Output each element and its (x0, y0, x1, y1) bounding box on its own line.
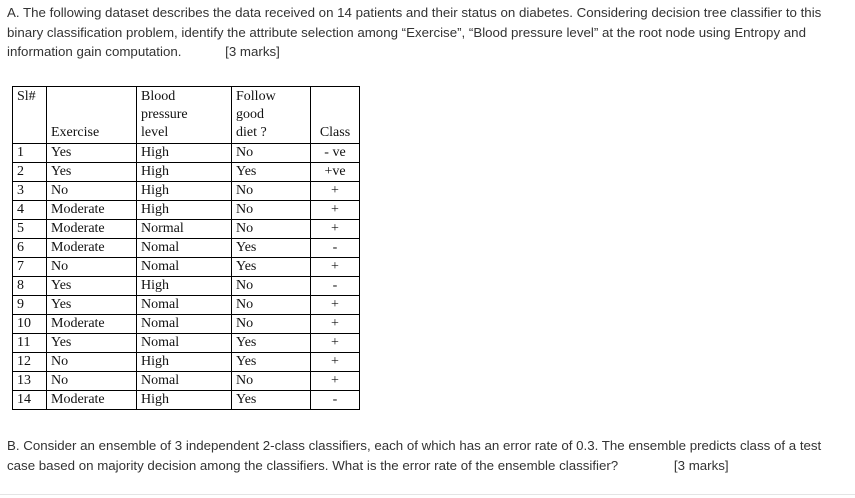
cell-good-diet: No (232, 372, 311, 391)
cell-good-diet: No (232, 277, 311, 296)
cell-class: + (311, 334, 360, 353)
cell-blood-pressure: Nomal (137, 372, 232, 391)
cell-class: + (311, 182, 360, 201)
cell-class: + (311, 220, 360, 239)
cell-class: + (311, 201, 360, 220)
cell-exercise: Yes (47, 144, 137, 163)
cell-sl: 10 (13, 315, 47, 334)
cell-class: +ve (311, 163, 360, 182)
cell-exercise: Yes (47, 296, 137, 315)
table-row (13, 315, 360, 334)
header-blood-pressure (137, 87, 232, 144)
cell-class: - ve (311, 144, 360, 163)
cell-sl: 4 (13, 201, 47, 220)
cell-blood-pressure: High (137, 353, 232, 372)
cell-good-diet: Yes (232, 258, 311, 277)
cell-sl: 14 (13, 391, 47, 410)
cell-exercise: No (47, 353, 137, 372)
cell-class: + (311, 372, 360, 391)
cell-good-diet: No (232, 201, 311, 220)
cell-class: - (311, 277, 360, 296)
bottom-divider (0, 494, 855, 495)
question-b (7, 436, 852, 475)
cell-exercise: Moderate (47, 391, 137, 410)
cell-sl: 2 (13, 163, 47, 182)
header-diet-line2: good (236, 107, 264, 122)
cell-class: - (311, 239, 360, 258)
header-bp-line3: level (141, 125, 169, 140)
cell-exercise: Moderate (47, 220, 137, 239)
cell-sl: 6 (13, 239, 47, 258)
cell-good-diet: Yes (232, 239, 311, 258)
header-sl: Sl# (13, 87, 47, 144)
table-row (13, 391, 360, 410)
cell-exercise: No (47, 258, 137, 277)
table-row (13, 182, 360, 201)
cell-blood-pressure: Nomal (137, 296, 232, 315)
table-row (13, 353, 360, 372)
cell-exercise: Moderate (47, 201, 137, 220)
header-diet-line3: diet ? (236, 125, 267, 140)
cell-class: + (311, 258, 360, 277)
cell-blood-pressure: High (137, 144, 232, 163)
header-bp-line2: pressure (141, 107, 188, 122)
cell-sl: 5 (13, 220, 47, 239)
cell-sl: 8 (13, 277, 47, 296)
question-a-marks: [3 marks] (225, 44, 280, 59)
cell-sl: 9 (13, 296, 47, 315)
cell-sl: 11 (13, 334, 47, 353)
cell-blood-pressure: High (137, 391, 232, 410)
cell-class: + (311, 296, 360, 315)
question-a (7, 3, 852, 62)
cell-exercise: Yes (47, 277, 137, 296)
table-row (13, 334, 360, 353)
cell-blood-pressure: High (137, 277, 232, 296)
table-row (13, 277, 360, 296)
table-row (13, 296, 360, 315)
cell-sl: 3 (13, 182, 47, 201)
table-row (13, 220, 360, 239)
dataset-table (12, 86, 360, 410)
cell-exercise: No (47, 182, 137, 201)
table-row (13, 163, 360, 182)
cell-blood-pressure: Nomal (137, 315, 232, 334)
cell-sl: 7 (13, 258, 47, 277)
cell-good-diet: No (232, 220, 311, 239)
cell-good-diet: No (232, 144, 311, 163)
table-row (13, 201, 360, 220)
table-row (13, 144, 360, 163)
table-row (13, 258, 360, 277)
cell-blood-pressure: High (137, 163, 232, 182)
cell-exercise: Yes (47, 163, 137, 182)
cell-blood-pressure: Nomal (137, 334, 232, 353)
cell-class: + (311, 353, 360, 372)
header-diet-line1: Follow (236, 89, 276, 104)
header-exercise: Exercise (47, 87, 137, 144)
header-bp-line1: Blood (141, 89, 176, 104)
table-header-row (13, 87, 360, 144)
question-b-marks: [3 marks] (673, 457, 729, 473)
cell-good-diet: Yes (232, 334, 311, 353)
header-class: Class (311, 87, 360, 144)
cell-blood-pressure: Nomal (137, 239, 232, 258)
cell-exercise: Moderate (47, 239, 137, 258)
table-row (13, 239, 360, 258)
cell-blood-pressure: High (137, 201, 232, 220)
cell-class: - (311, 391, 360, 410)
question-b-text: B. Consider an ensemble of 3 independent 2-class classifiers, each of which has an error rate of 0.3. The ensemble predicts class of a test case based on majority decision among the classifiers. What is the error rate of the ensemble classifier? (7, 438, 822, 473)
cell-good-diet: Yes (232, 391, 311, 410)
cell-class: + (311, 315, 360, 334)
cell-good-diet: No (232, 182, 311, 201)
cell-good-diet: Yes (232, 353, 311, 372)
dataset-table-container (12, 86, 360, 410)
cell-blood-pressure: Normal (137, 220, 232, 239)
question-a-text: A. The following dataset describes the data received on 14 patients and their status on diabetes. Considering decision tree classifier to this binary classification problem, identify the attribute selection among “Exercise”, “Blood pressure level” at the root node using Entropy and information gain computation. (7, 5, 822, 59)
cell-blood-pressure: High (137, 182, 232, 201)
cell-good-diet: Yes (232, 163, 311, 182)
table-body (13, 144, 360, 410)
table-row (13, 372, 360, 391)
cell-sl: 1 (13, 144, 47, 163)
cell-good-diet: No (232, 315, 311, 334)
cell-good-diet: No (232, 296, 311, 315)
header-good-diet (232, 87, 311, 144)
cell-exercise: No (47, 372, 137, 391)
cell-exercise: Yes (47, 334, 137, 353)
cell-sl: 13 (13, 372, 47, 391)
cell-exercise: Moderate (47, 315, 137, 334)
cell-blood-pressure: Nomal (137, 258, 232, 277)
cell-sl: 12 (13, 353, 47, 372)
